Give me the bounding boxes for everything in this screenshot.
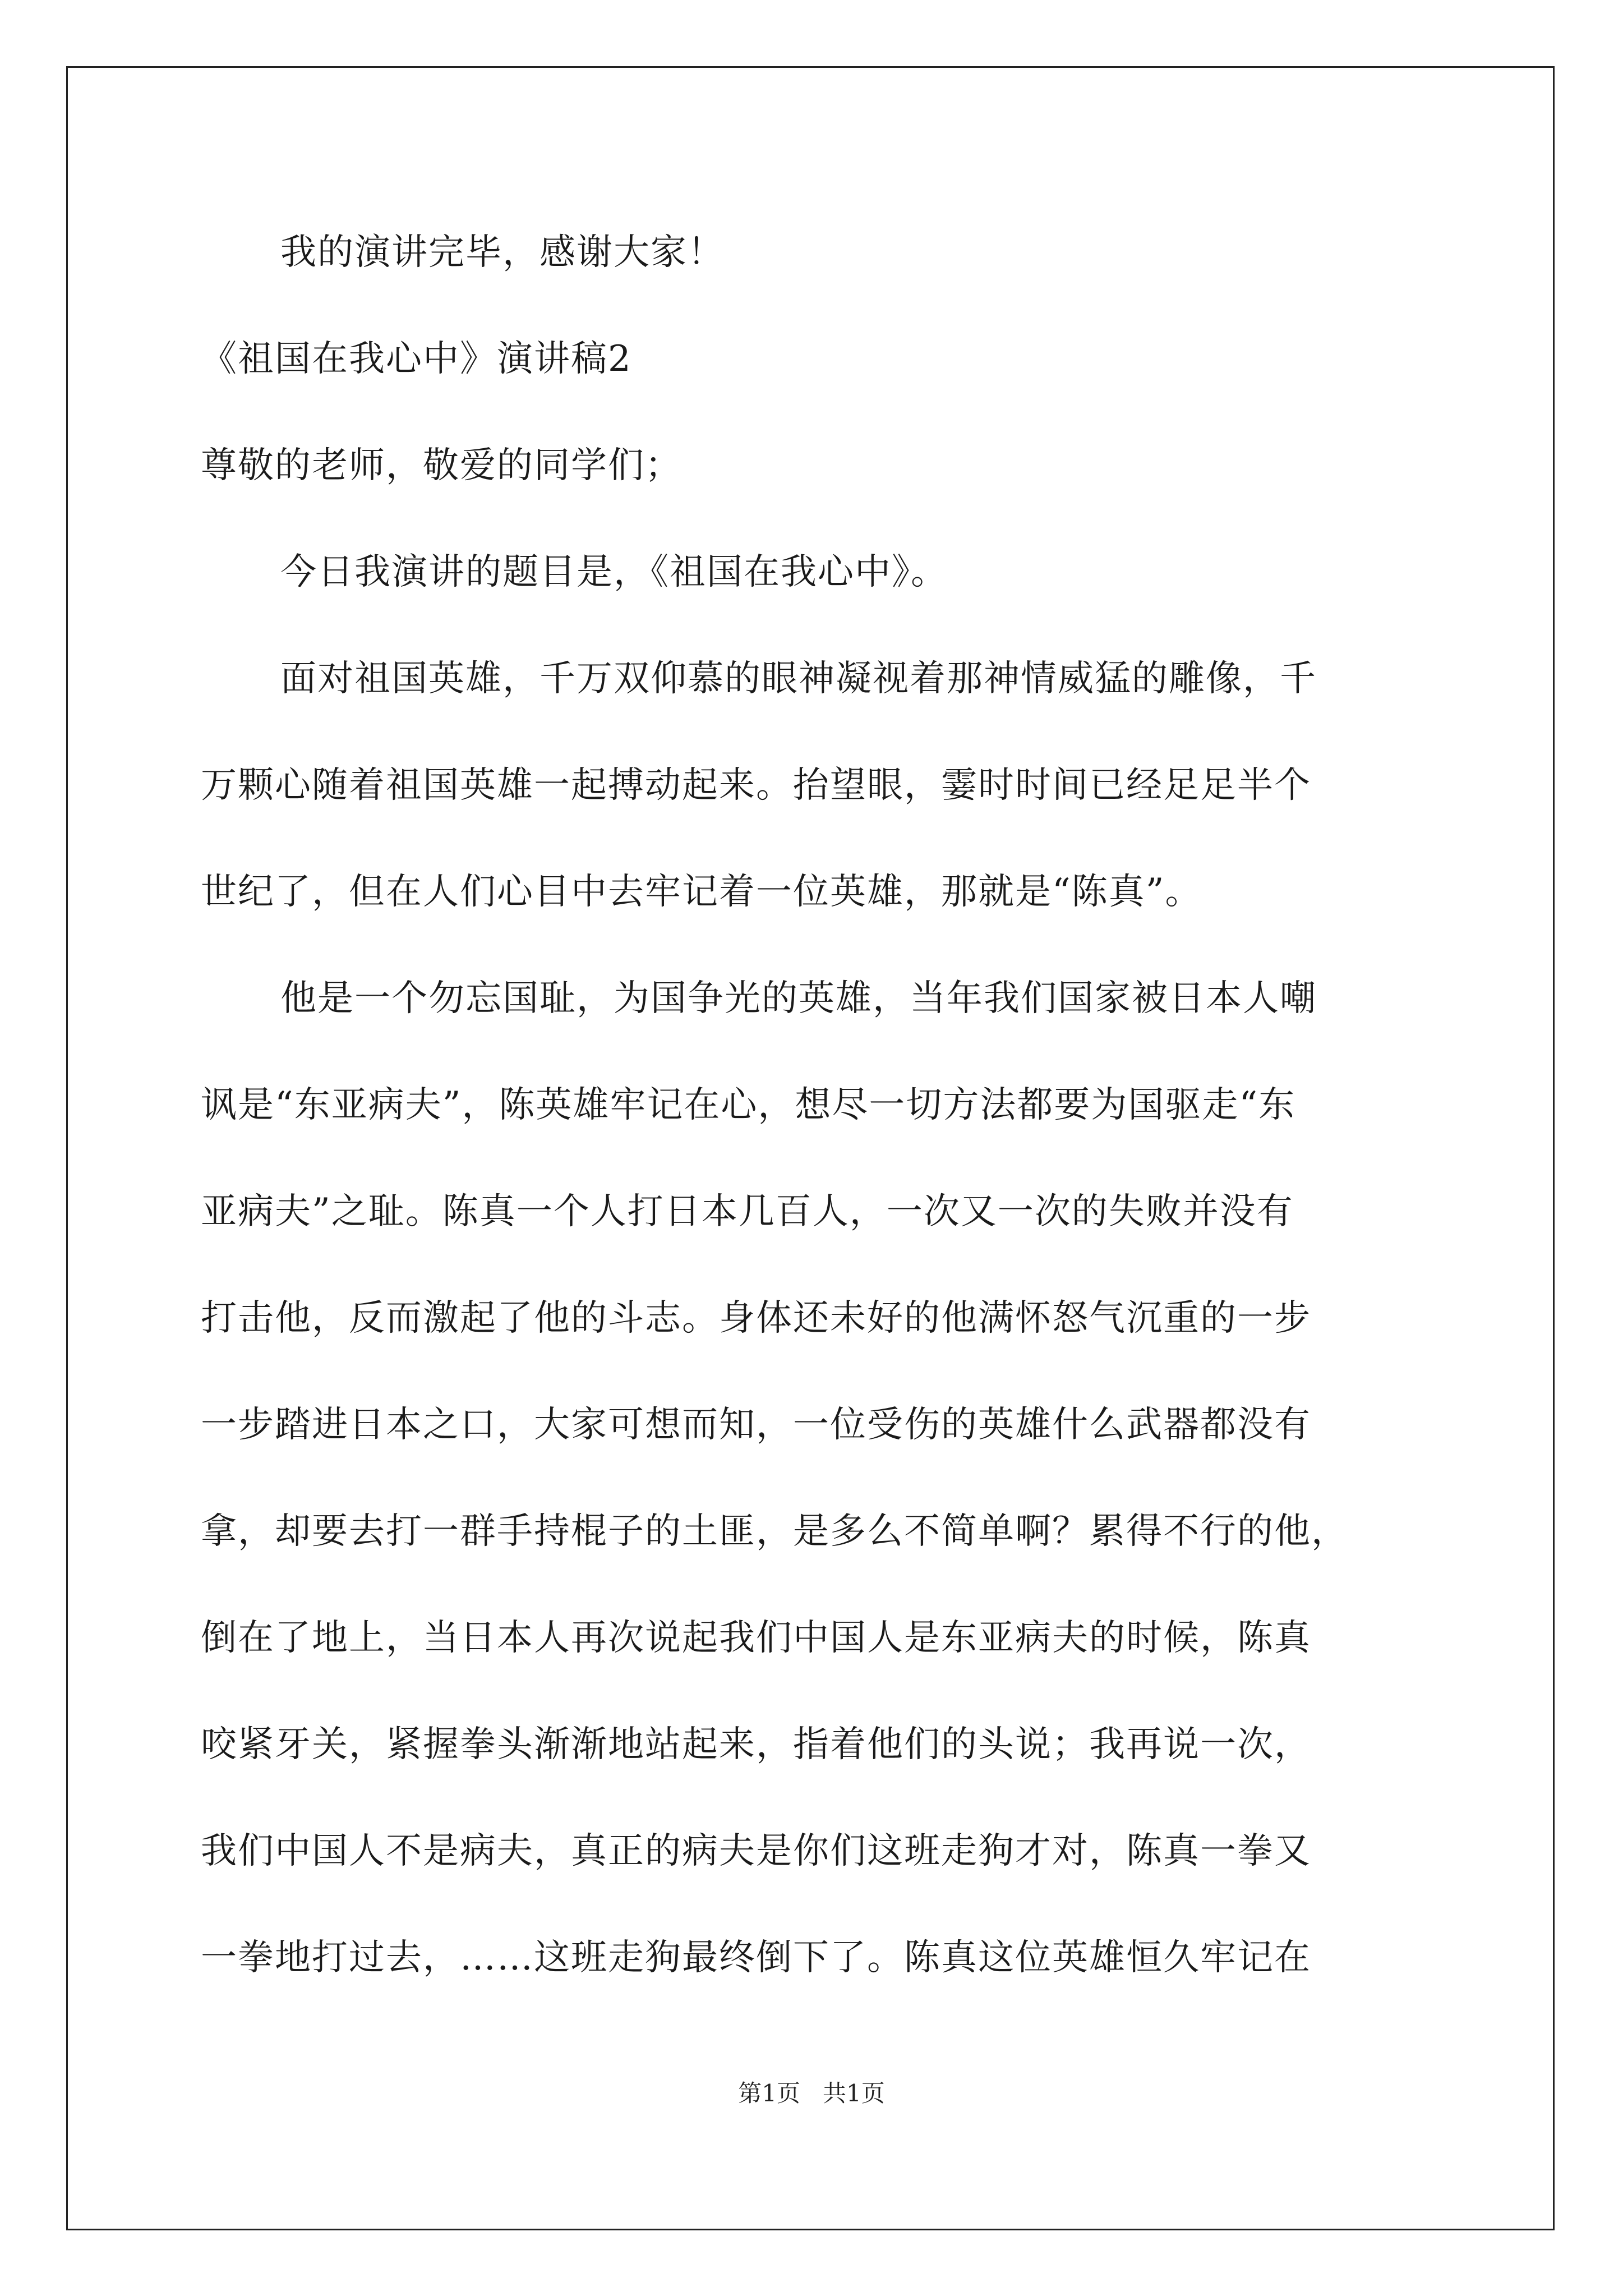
paragraph-2-line-1: 他是一个勿忘国耻，为国争光的英雄，当年我们国家被日本人嘲 xyxy=(280,978,1317,1019)
page-footer: 第1页 共1页 xyxy=(738,2079,885,2107)
closing-line: 我的演讲完毕，感谢大家！ xyxy=(280,232,725,273)
paragraph-2-line-5: 一步踏进日本之口，大家可想而知，一位受伤的英雄什么武器都没有 xyxy=(201,1404,1311,1446)
paragraph-2-line-2: 讽是“东亚病夫”，陈英雄牢记在心，想尽一切方法都要为国驱走“东 xyxy=(201,1084,1296,1126)
paragraph-2-line-6: 拿，却要去打一群手持棍子的土匪，是多么不简单啊？累得不行的他， xyxy=(201,1511,1348,1552)
paragraph-1-line-3: 世纪了，但在人们心目中去牢记着一位英雄，那就是“陈真”。 xyxy=(201,871,1202,913)
paragraph-1-line-1: 面对祖国英雄，千万双仰慕的眼神凝视着那神情威猛的雕像，千 xyxy=(280,658,1317,700)
document-title: 《祖国在我心中》演讲稿2 xyxy=(201,338,632,380)
paragraph-2-line-8: 咬紧牙关，紧握拳头渐渐地站起来，指着他们的头说；我再说一次， xyxy=(201,1724,1311,1765)
paragraph-2-line-9: 我们中国人不是病夫，真正的病夫是你们这班走狗才对，陈真一拳又 xyxy=(201,1830,1311,1872)
paragraph-2-line-7: 倒在了地上，当日本人再次说起我们中国人是东亚病夫的时候，陈真 xyxy=(201,1617,1311,1659)
paragraph-2-line-3: 亚病夫”之耻。陈真一个人打日本几百人，一次又一次的失败并没有 xyxy=(201,1191,1294,1232)
page-frame xyxy=(66,66,1555,2230)
paragraph-2-line-10: 一拳地打过去，……这班走狗最终倒下了。陈真这位英雄恒久牢记在 xyxy=(201,1937,1311,1978)
paragraph-2-line-4: 打击他，反而激起了他的斗志。身体还未好的他满怀怒气沉重的一步 xyxy=(201,1297,1311,1339)
salutation: 尊敬的老师，敬爱的同学们； xyxy=(201,445,682,486)
paragraph-1-line-2: 万颗心随着祖国英雄一起搏动起来。抬望眼，霎时时间已经足足半个 xyxy=(201,765,1311,806)
topic-line: 今日我演讲的题目是，《祖国在我心中》。 xyxy=(280,551,948,593)
